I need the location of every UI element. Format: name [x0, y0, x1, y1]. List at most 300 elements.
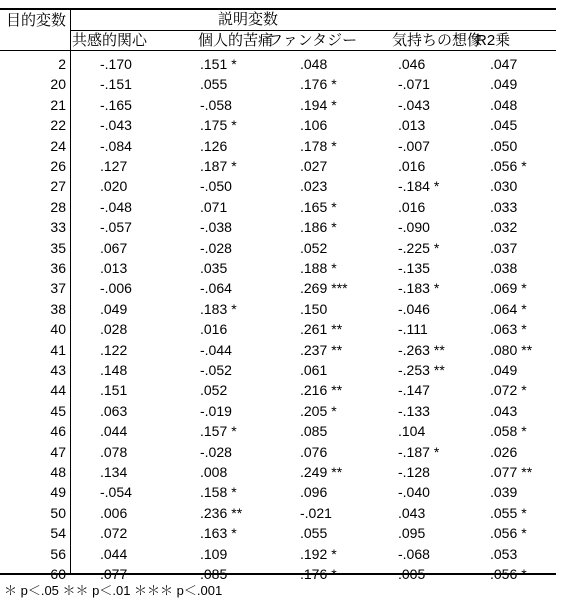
cell-fantasy — [300, 444, 331, 460]
cell-perspective-taking — [398, 546, 434, 562]
cell-fantasy — [300, 240, 331, 256]
coefficient-value: .052 — [300, 240, 328, 256]
coefficient-value: .013 — [100, 260, 128, 276]
coefficient-value: .080 — [490, 342, 518, 358]
significance-marker: * — [521, 505, 527, 521]
cell-r-squared — [490, 301, 527, 317]
cell-r-squared — [490, 403, 521, 419]
coefficient-value: .134 — [100, 464, 128, 480]
coefficient-value: -.263 — [398, 342, 430, 358]
significance-marker: * — [331, 76, 337, 92]
cell-personal-distress — [200, 382, 231, 398]
cell-r-squared — [490, 260, 521, 276]
coefficient-value: .187 — [200, 158, 228, 174]
coefficient-value: .163 — [200, 525, 228, 541]
significance-marker: * — [433, 444, 440, 460]
coefficient-value: -.054 — [100, 484, 132, 500]
cell-personal-distress — [200, 403, 236, 419]
header-bottom-rule — [0, 50, 556, 51]
row-id: 60 — [50, 566, 66, 582]
cell-personal-distress — [200, 362, 236, 378]
coefficient-value: .176 — [300, 566, 328, 582]
row-id: 33 — [50, 219, 66, 235]
cell-personal-distress — [200, 546, 231, 562]
cell-r-squared — [490, 505, 527, 521]
coefficient-value: .026 — [490, 444, 518, 460]
row-id: 43 — [50, 362, 66, 378]
significance-marker: * — [331, 403, 337, 419]
coefficient-value: .104 — [398, 423, 426, 439]
cell-r-squared — [490, 321, 527, 337]
row-id: 22 — [50, 117, 66, 133]
cell-empathic-concern — [100, 280, 136, 296]
cell-empathic-concern — [100, 403, 131, 419]
significance-marker: ** — [433, 362, 445, 378]
cell-r-squared — [490, 178, 521, 194]
coefficient-value: .192 — [300, 546, 328, 562]
coefficient-value: .165 — [300, 199, 328, 215]
coefficient-value: .055 — [200, 76, 228, 92]
cell-r-squared — [490, 138, 521, 154]
cell-perspective-taking — [398, 566, 429, 582]
bottom-rule — [0, 573, 556, 575]
significance-marker: * — [521, 280, 527, 296]
coefficient-value: -.038 — [200, 219, 232, 235]
coefficient-value: -.050 — [200, 178, 232, 194]
cell-empathic-concern — [100, 321, 131, 337]
cell-empathic-concern — [100, 199, 136, 215]
coefficient-value: .063 — [490, 321, 518, 337]
cell-perspective-taking — [398, 178, 439, 194]
coefficient-value: .063 — [100, 403, 128, 419]
coefficient-value: .027 — [300, 158, 328, 174]
coefficient-value: .030 — [490, 178, 518, 194]
row-id: 50 — [50, 505, 66, 521]
cell-fantasy — [300, 505, 336, 521]
cell-perspective-taking — [398, 260, 434, 276]
coefficient-value: .194 — [300, 97, 328, 113]
cell-r-squared — [490, 382, 527, 398]
cell-fantasy — [300, 423, 331, 439]
cell-r-squared — [490, 97, 521, 113]
coefficient-value: .127 — [100, 158, 128, 174]
cell-personal-distress — [200, 260, 231, 276]
cell-empathic-concern — [100, 97, 136, 113]
coefficient-value: .078 — [100, 444, 128, 460]
coefficient-value: -.040 — [398, 484, 430, 500]
coefficient-value: .085 — [200, 566, 228, 582]
coefficient-value: -.253 — [398, 362, 430, 378]
significance-marker: * — [433, 240, 440, 256]
cell-perspective-taking — [398, 280, 439, 296]
coefficient-value: .044 — [100, 423, 128, 439]
coefficient-value: .047 — [490, 56, 518, 72]
cell-perspective-taking — [398, 158, 429, 174]
significance-marker: ** — [231, 505, 243, 521]
significance-marker: * — [231, 301, 237, 317]
coefficient-value: -.165 — [100, 97, 132, 113]
row-id: 56 — [50, 546, 66, 562]
cell-empathic-concern — [100, 138, 136, 154]
cell-personal-distress — [200, 464, 231, 480]
column-header-r-squared: R2乗 — [476, 32, 511, 49]
header-subrule — [70, 30, 556, 31]
coefficient-value: .037 — [490, 240, 518, 256]
coefficient-value: .061 — [300, 362, 328, 378]
row-id: 26 — [50, 158, 66, 174]
cell-perspective-taking — [398, 362, 445, 378]
row-id: 40 — [50, 321, 66, 337]
coefficient-value: .006 — [100, 505, 128, 521]
coefficient-value: .053 — [490, 546, 518, 562]
cell-r-squared — [490, 240, 521, 256]
coefficient-value: .058 — [490, 423, 518, 439]
coefficient-value: .205 — [300, 403, 328, 419]
cell-perspective-taking — [398, 403, 434, 419]
significance-marker: * — [331, 566, 337, 582]
coefficient-value: .178 — [300, 138, 328, 154]
cell-personal-distress — [200, 199, 231, 215]
coefficient-value: -.028 — [200, 240, 232, 256]
cell-r-squared — [490, 56, 521, 72]
coefficient-value: -.058 — [200, 97, 232, 113]
coefficient-value: .269 — [300, 280, 328, 296]
cell-perspective-taking — [398, 199, 429, 215]
cell-r-squared — [490, 566, 527, 582]
cell-fantasy — [300, 546, 337, 562]
cell-personal-distress — [200, 178, 236, 194]
significance-marker: * — [231, 484, 237, 500]
coefficient-value: -.064 — [200, 280, 232, 296]
row-id: 45 — [50, 403, 66, 419]
row-id: 41 — [50, 342, 66, 358]
coefficient-value: .126 — [200, 138, 228, 154]
cell-empathic-concern — [100, 423, 131, 439]
coefficient-value: .016 — [398, 158, 426, 174]
significance-marker: ** — [521, 342, 533, 358]
cell-perspective-taking — [398, 382, 434, 398]
cell-r-squared — [490, 484, 521, 500]
coefficient-value: -.084 — [100, 138, 132, 154]
coefficient-value: .249 — [300, 464, 328, 480]
significance-marker: * — [521, 423, 527, 439]
cell-empathic-concern — [100, 158, 131, 174]
cell-perspective-taking — [398, 219, 434, 235]
significance-marker: * — [331, 97, 337, 113]
significance-marker: * — [521, 382, 527, 398]
cell-perspective-taking — [398, 444, 439, 460]
coefficient-value: .183 — [200, 301, 228, 317]
coefficient-value: .072 — [490, 382, 518, 398]
significance-footnote: ＊ p＜.05 ＊＊ p＜.01 ＊＊＊ p＜.001 — [4, 583, 223, 598]
coefficient-value: -.043 — [100, 117, 132, 133]
coefficient-value: .056 — [490, 566, 518, 582]
significance-marker: ** — [521, 464, 533, 480]
significance-marker: * — [433, 178, 440, 194]
dependent-variable-header: 目的変数 — [6, 12, 67, 29]
significance-marker: ** — [331, 464, 343, 480]
coefficient-value: .056 — [490, 158, 518, 174]
significance-marker: * — [521, 301, 527, 317]
cell-personal-distress — [200, 138, 231, 154]
coefficient-value: -.057 — [100, 219, 132, 235]
row-id: 20 — [50, 76, 66, 92]
cell-fantasy — [300, 199, 337, 215]
cell-fantasy — [300, 138, 337, 154]
coefficient-value: .072 — [100, 525, 128, 541]
coefficient-value: .175 — [200, 117, 228, 133]
row-id: 28 — [50, 199, 66, 215]
coefficient-value: -.135 — [398, 260, 430, 276]
significance-marker: * — [231, 423, 237, 439]
cell-fantasy — [300, 566, 337, 582]
cell-r-squared — [490, 280, 527, 296]
cell-personal-distress — [200, 280, 236, 296]
significance-marker: * — [331, 199, 337, 215]
coefficient-value: -.147 — [398, 382, 430, 398]
top-rule — [0, 8, 556, 10]
cell-fantasy — [300, 484, 331, 500]
cell-personal-distress — [200, 342, 236, 358]
cell-r-squared — [490, 342, 532, 358]
cell-personal-distress — [200, 444, 236, 460]
coefficient-value: -.007 — [398, 138, 430, 154]
cell-perspective-taking — [398, 464, 434, 480]
significance-marker: * — [521, 566, 527, 582]
cell-perspective-taking — [398, 321, 432, 337]
cell-empathic-concern — [100, 464, 131, 480]
cell-r-squared — [490, 525, 527, 541]
coefficient-value: .045 — [490, 117, 518, 133]
cell-r-squared — [490, 362, 521, 378]
cell-fantasy — [300, 56, 331, 72]
coefficient-value: .039 — [490, 484, 518, 500]
cell-perspective-taking — [398, 525, 429, 541]
coefficient-value: -.048 — [100, 199, 132, 215]
cell-personal-distress — [200, 484, 237, 500]
cell-fantasy — [300, 525, 331, 541]
coefficient-value: .055 — [300, 525, 328, 541]
coefficient-value: .085 — [300, 423, 328, 439]
cell-empathic-concern — [100, 117, 136, 133]
coefficient-value: .151 — [200, 56, 228, 72]
cell-fantasy — [300, 97, 337, 113]
coefficient-value: .216 — [300, 382, 328, 398]
coefficient-value: .148 — [100, 362, 128, 378]
coefficient-value: -.046 — [398, 301, 430, 317]
cell-empathic-concern — [100, 382, 131, 398]
cell-empathic-concern — [100, 219, 136, 235]
cell-perspective-taking — [398, 484, 434, 500]
cell-perspective-taking — [398, 301, 434, 317]
significance-marker: * — [433, 280, 440, 296]
coefficient-value: .049 — [100, 301, 128, 317]
column-header-perspective-taking: 気持ちの想像 — [392, 32, 483, 49]
row-id: 47 — [50, 444, 66, 460]
coefficient-value: .005 — [398, 566, 426, 582]
coefficient-value: -.128 — [398, 464, 430, 480]
coefficient-value: .048 — [490, 97, 518, 113]
row-id: 54 — [50, 525, 66, 541]
cell-perspective-taking — [398, 342, 445, 358]
cell-r-squared — [490, 423, 527, 439]
coefficient-value: .157 — [200, 423, 228, 439]
row-id: 27 — [50, 178, 66, 194]
coefficient-value: .046 — [398, 56, 426, 72]
coefficient-value: .106 — [300, 117, 328, 133]
cell-personal-distress — [200, 56, 237, 72]
row-id: 46 — [50, 423, 66, 439]
coefficient-value: .032 — [490, 219, 518, 235]
coefficient-value: .056 — [490, 525, 518, 541]
cell-fantasy — [300, 280, 348, 296]
significance-marker: * — [331, 138, 337, 154]
coefficient-value: .069 — [490, 280, 518, 296]
coefficient-value: -.225 — [398, 240, 430, 256]
coefficient-value: .096 — [300, 484, 328, 500]
coefficient-value: -.044 — [200, 342, 232, 358]
cell-personal-distress — [200, 219, 236, 235]
cell-empathic-concern — [100, 525, 131, 541]
coefficient-value: .050 — [490, 138, 518, 154]
coefficient-value: .028 — [100, 321, 128, 337]
cell-empathic-concern — [100, 240, 131, 256]
coefficient-value: .023 — [300, 178, 328, 194]
cell-personal-distress — [200, 117, 237, 133]
cell-fantasy — [300, 321, 342, 337]
coefficient-value: .052 — [200, 382, 228, 398]
row-id: 49 — [50, 484, 66, 500]
coefficient-value: .043 — [398, 505, 426, 521]
column-header-personal-distress: 個人的苦痛 — [198, 32, 274, 49]
cell-personal-distress — [200, 321, 231, 337]
coefficient-value: .109 — [200, 546, 228, 562]
cell-r-squared — [490, 444, 521, 460]
significance-marker: * — [521, 158, 527, 174]
coefficient-value: .064 — [490, 301, 518, 317]
coefficient-value: -.090 — [398, 219, 430, 235]
cell-perspective-taking — [398, 117, 429, 133]
cell-empathic-concern — [100, 178, 131, 194]
row-id: 21 — [50, 97, 66, 113]
coefficient-value: -.052 — [200, 362, 232, 378]
cell-fantasy — [300, 382, 342, 398]
coefficient-value: .236 — [200, 505, 228, 521]
cell-fantasy — [300, 260, 337, 276]
row-id: 44 — [50, 382, 66, 398]
cell-empathic-concern — [100, 76, 136, 92]
coefficient-value: -.006 — [100, 280, 132, 296]
cell-perspective-taking — [398, 76, 434, 92]
cell-personal-distress — [200, 240, 236, 256]
coefficient-value: -.170 — [100, 56, 132, 72]
column-header-empathic-concern: 共感的関心 — [72, 32, 148, 49]
coefficient-value: .038 — [490, 260, 518, 276]
cell-empathic-concern — [100, 444, 131, 460]
coefficient-value: .150 — [300, 301, 328, 317]
cell-personal-distress — [200, 505, 242, 521]
coefficient-value: -.151 — [100, 76, 132, 92]
cell-personal-distress — [200, 423, 237, 439]
cell-r-squared — [490, 219, 521, 235]
significance-marker: * — [231, 158, 237, 174]
cell-empathic-concern — [100, 505, 131, 521]
cell-fantasy — [300, 178, 331, 194]
cell-fantasy — [300, 158, 331, 174]
coefficient-value: .122 — [100, 342, 128, 358]
coefficient-value: .176 — [300, 76, 328, 92]
cell-r-squared — [490, 76, 521, 92]
coefficient-value: .048 — [300, 56, 328, 72]
significance-marker: * — [331, 260, 337, 276]
row-id: 24 — [50, 138, 66, 154]
cell-r-squared — [490, 546, 521, 562]
row-id: 48 — [50, 464, 66, 480]
coefficient-value: -.071 — [398, 76, 430, 92]
coefficient-value: .035 — [200, 260, 228, 276]
cell-fantasy — [300, 301, 331, 317]
coefficient-value: .016 — [200, 321, 228, 337]
coefficient-value: .095 — [398, 525, 426, 541]
coefficient-value: .186 — [300, 219, 328, 235]
coefficient-value: .049 — [490, 362, 518, 378]
coefficient-value: .076 — [300, 444, 328, 460]
column-header-fantasy: ファンタジー — [268, 32, 358, 49]
cell-perspective-taking — [398, 240, 439, 256]
row-id: 35 — [50, 240, 66, 256]
coefficient-value: .188 — [300, 260, 328, 276]
cell-empathic-concern — [100, 362, 131, 378]
cell-r-squared — [490, 464, 532, 480]
cell-r-squared — [490, 199, 521, 215]
cell-perspective-taking — [398, 138, 434, 154]
cell-fantasy — [300, 403, 337, 419]
cell-personal-distress — [200, 158, 237, 174]
row-id: 2 — [58, 56, 66, 72]
cell-r-squared — [490, 117, 521, 133]
cell-fantasy — [300, 117, 331, 133]
coefficient-value: .237 — [300, 342, 328, 358]
row-id: 38 — [50, 301, 66, 317]
coefficient-value: .049 — [490, 76, 518, 92]
coefficient-value: -.019 — [200, 403, 232, 419]
cell-personal-distress — [200, 525, 237, 541]
coefficient-value: .043 — [490, 403, 518, 419]
cell-empathic-concern — [100, 56, 136, 72]
cell-personal-distress — [200, 301, 237, 317]
coefficient-value: .055 — [490, 505, 518, 521]
significance-marker: * — [331, 546, 337, 562]
coefficient-value: .013 — [398, 117, 426, 133]
coefficient-value: -.184 — [398, 178, 430, 194]
significance-marker: * — [331, 219, 337, 235]
cell-fantasy — [300, 362, 331, 378]
cell-empathic-concern — [100, 484, 136, 500]
cell-personal-distress — [200, 97, 236, 113]
cell-perspective-taking — [398, 56, 429, 72]
coefficient-value: .067 — [100, 240, 128, 256]
cell-personal-distress — [200, 76, 231, 92]
row-id: 37 — [50, 280, 66, 296]
cell-empathic-concern — [100, 342, 131, 358]
coefficient-value: .020 — [100, 178, 128, 194]
coefficient-value: -.133 — [398, 403, 430, 419]
cell-empathic-concern — [100, 260, 131, 276]
cell-fantasy — [300, 464, 342, 480]
cell-perspective-taking — [398, 423, 429, 439]
coefficient-value: .151 — [100, 382, 128, 398]
coefficient-value: -.187 — [398, 444, 430, 460]
